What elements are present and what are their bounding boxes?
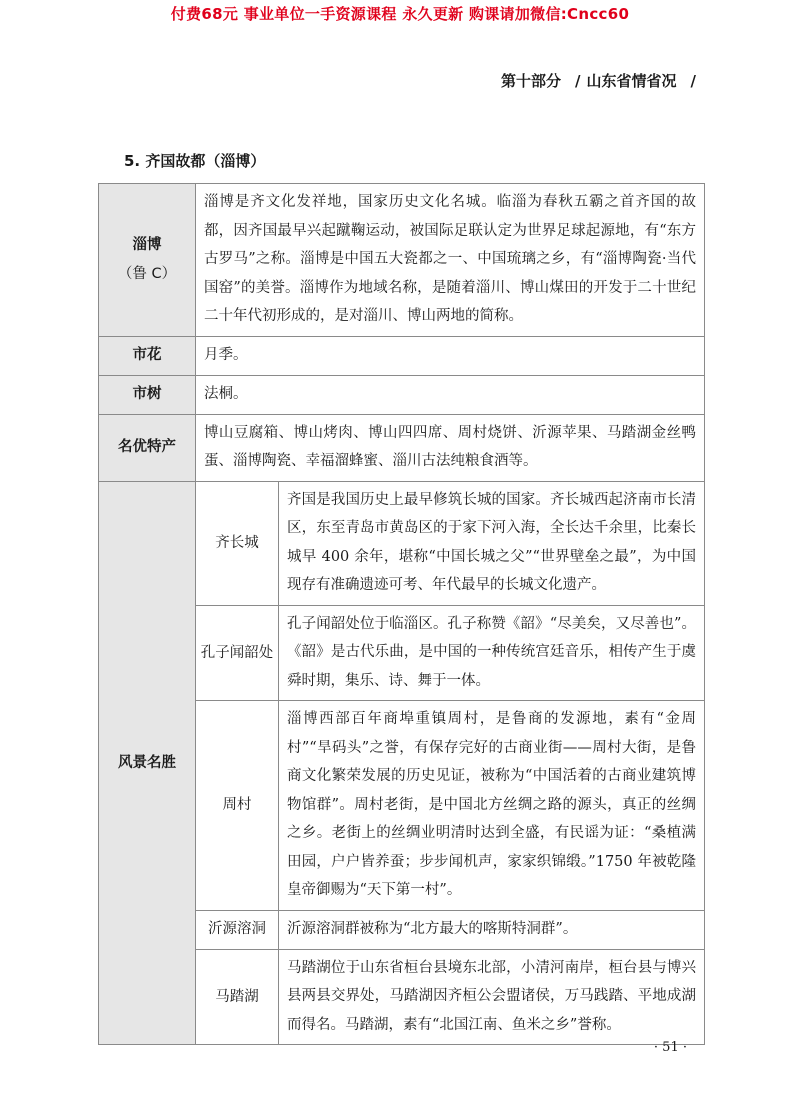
table-row (99, 184, 705, 337)
table-row (99, 414, 705, 481)
scenic-item-name: 马踏湖 (196, 949, 279, 1045)
city-tree-label: 市树 (99, 375, 196, 414)
header-trailing-slash: / (690, 72, 696, 90)
city-intro: 淄博是齐文化发祥地，国家历史文化名城。临淄为春秋五霸之首齐国的故都，因齐国最早兴起蹴鞠运动，被国际足联认定为世界足球起源地，有“东方古罗马”之称。淄博是中国五大瓷都之一、中国琉璃之乡，有“淄博陶瓷·当代国窑”的美誉。淄博作为地域名称，是随着淄川、博山煤田的开发于二十世纪二十年代初形成的，是对淄川、博山两地的简称。 (196, 184, 705, 337)
specialty-label: 名优特产 (99, 414, 196, 481)
scenic-item-desc: 齐国是我国历史上最早修筑长城的国家。齐长城西起济南市长清区，东至青岛市黄岛区的于家下河入海，全长达千余里，比秦长城早 400 余年，堪称“中国长城之父”“世界壁垒之最”，为中国现存有准确遗迹可考、年代最早的长城文化遗产。 (279, 481, 705, 605)
header-part: 第十部分 (501, 72, 562, 90)
section-title: 5. 齐国故都（淄博） (124, 152, 266, 170)
header-topic: 山东省情省况 (586, 72, 677, 90)
city-name-cell (99, 184, 196, 337)
scenic-spots-label: 风景名胜 (99, 481, 196, 1045)
city-name: 淄博 (132, 237, 162, 254)
scenic-item-desc: 孔子闻韶处位于临淄区。孔子称赞《韶》“尽美矣，又尽善也”。《韶》是古代乐曲，是中国的一种传统宫廷音乐，相传产生于虞舜时期，集乐、诗、舞于一体。 (279, 605, 705, 701)
license-plate-code: （鲁 C） (117, 265, 177, 282)
scenic-item-name: 齐长城 (196, 481, 279, 605)
promo-banner: 付费68元 事业单位一手资源课程 永久更新 购课请加微信:Cncc60 (170, 5, 630, 23)
table-row (99, 375, 705, 414)
city-flower-value: 月季。 (196, 336, 705, 375)
scenic-item-desc: 沂源溶洞群被称为“北方最大的喀斯特洞群”。 (279, 910, 705, 949)
table-row (99, 336, 705, 375)
header-separator: / (575, 72, 581, 90)
scenic-item-name: 周村 (196, 701, 279, 911)
table-row (99, 481, 705, 605)
scenic-item-desc: 淄博西部百年商埠重镇周村，是鲁商的发源地，素有“金周村”“旱码头”之誉，有保存完好的古商业街——周村大街，是鲁商文化繁荣发展的历史见证，被称为“中国活着的古商业建筑博物馆群”。周村老街，是中国北方丝绸之路的源头，真正的丝绸之乡。老街上的丝绸业明清时达到全盛，有民谣为证：“桑植满田园，户户皆养蚕；步步闻机声，家家织锦缎。”1750 年被乾隆皇帝御赐为“天下第一村”。 (279, 701, 705, 911)
running-header (501, 70, 702, 91)
city-tree-value: 法桐。 (196, 375, 705, 414)
specialty-value: 博山豆腐箱、博山烤肉、博山四四席、周村烧饼、沂源苹果、马踏湖金丝鸭蛋、淄博陶瓷、幸福溜蜂蜜、淄川古法纯粮食酒等。 (196, 414, 705, 481)
scenic-item-name: 孔子闻韶处 (196, 605, 279, 701)
city-info-table (98, 183, 705, 1045)
city-flower-label: 市花 (99, 336, 196, 375)
scenic-item-name: 沂源溶洞 (196, 910, 279, 949)
page-number: · 51 · (653, 1040, 687, 1055)
scenic-item-desc: 马踏湖位于山东省桓台县境东北部，小清河南岸，桓台县与博兴县两县交界处，马踏湖因齐桓公会盟诸侯，万马践踏、平地成湖而得名。马踏湖，素有“北国江南、鱼米之乡”誉称。 (279, 949, 705, 1045)
